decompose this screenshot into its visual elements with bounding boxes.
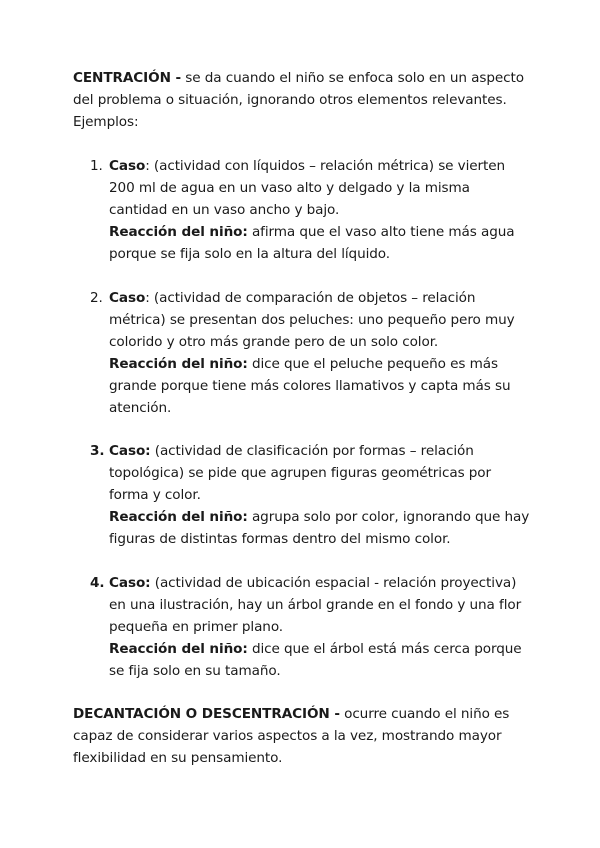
case-text: : (actividad de comparación de objetos – relación métrica) se presentan dos peluches: uno pequeño pero muy colorido y otro más grande pero de un solo color. bbox=[109, 290, 515, 350]
case-label: Caso: bbox=[109, 575, 151, 591]
example-number: 1. bbox=[90, 158, 103, 174]
case-label: Caso: bbox=[109, 443, 151, 459]
reaction-text: afirma que el vaso alto tiene más agua porque se fija solo en la altura del líquido. bbox=[109, 224, 515, 262]
case-label: Caso bbox=[109, 290, 146, 306]
example-item-4 bbox=[73, 572, 531, 682]
case-text: : (actividad con líquidos – relación métrica) se vierten 200 ml de agua en un vaso alto y delgado y la misma cantidad en un vaso ancho y bajo. bbox=[109, 158, 506, 218]
reaction-text: agrupa solo por color, ignorando que hay figuras de distintas formas dentro del mismo color. bbox=[109, 509, 530, 547]
reaction-text: dice que el árbol está más cerca porque se fija solo en su tamaño. bbox=[109, 641, 522, 679]
example-item-2 bbox=[73, 287, 531, 419]
reaction-text: dice que el peluche pequeño es más grande porque tiene más colores llamativos y capta más su atención. bbox=[109, 356, 511, 416]
descentracion-paragraph bbox=[73, 703, 531, 769]
example-body bbox=[109, 440, 531, 550]
case-text: (actividad de clasificación por formas – relación topológica) se pide que agrupen figuras geométricas por forma y color. bbox=[109, 443, 492, 503]
case-label: Caso bbox=[109, 158, 146, 174]
descentracion-term: DECANTACIÓN O DESCENTRACIÓN - bbox=[73, 706, 340, 722]
case-text: (actividad de ubicación espacial - relación proyectiva) en una ilustración, hay un árbol grande en el fondo y una flor pequeña en primer plano. bbox=[109, 575, 522, 635]
example-body bbox=[109, 287, 531, 419]
example-number: 2. bbox=[90, 290, 103, 306]
example-number: 4. bbox=[90, 575, 105, 591]
example-body bbox=[109, 572, 531, 682]
example-body bbox=[109, 155, 531, 265]
reaction-label: Reacción del niño: bbox=[109, 356, 248, 372]
example-item-3 bbox=[73, 440, 531, 550]
centracion-paragraph bbox=[73, 67, 531, 133]
descentracion-definition: ocurre cuando el niño es capaz de considerar varios aspectos a la vez, mostrando mayor flexibilidad en su pensamiento. bbox=[73, 706, 510, 766]
reaction-label: Reacción del niño: bbox=[109, 641, 248, 657]
centracion-definition: se da cuando el niño se enfoca solo en un aspecto del problema o situación, ignorando otros elementos relevantes. Ejemplos: bbox=[73, 70, 524, 130]
example-number: 3. bbox=[90, 443, 105, 459]
reaction-label: Reacción del niño: bbox=[109, 509, 248, 525]
centracion-term: CENTRACIÓN - bbox=[73, 70, 182, 86]
reaction-label: Reacción del niño: bbox=[109, 224, 248, 240]
example-item-1 bbox=[73, 155, 531, 265]
